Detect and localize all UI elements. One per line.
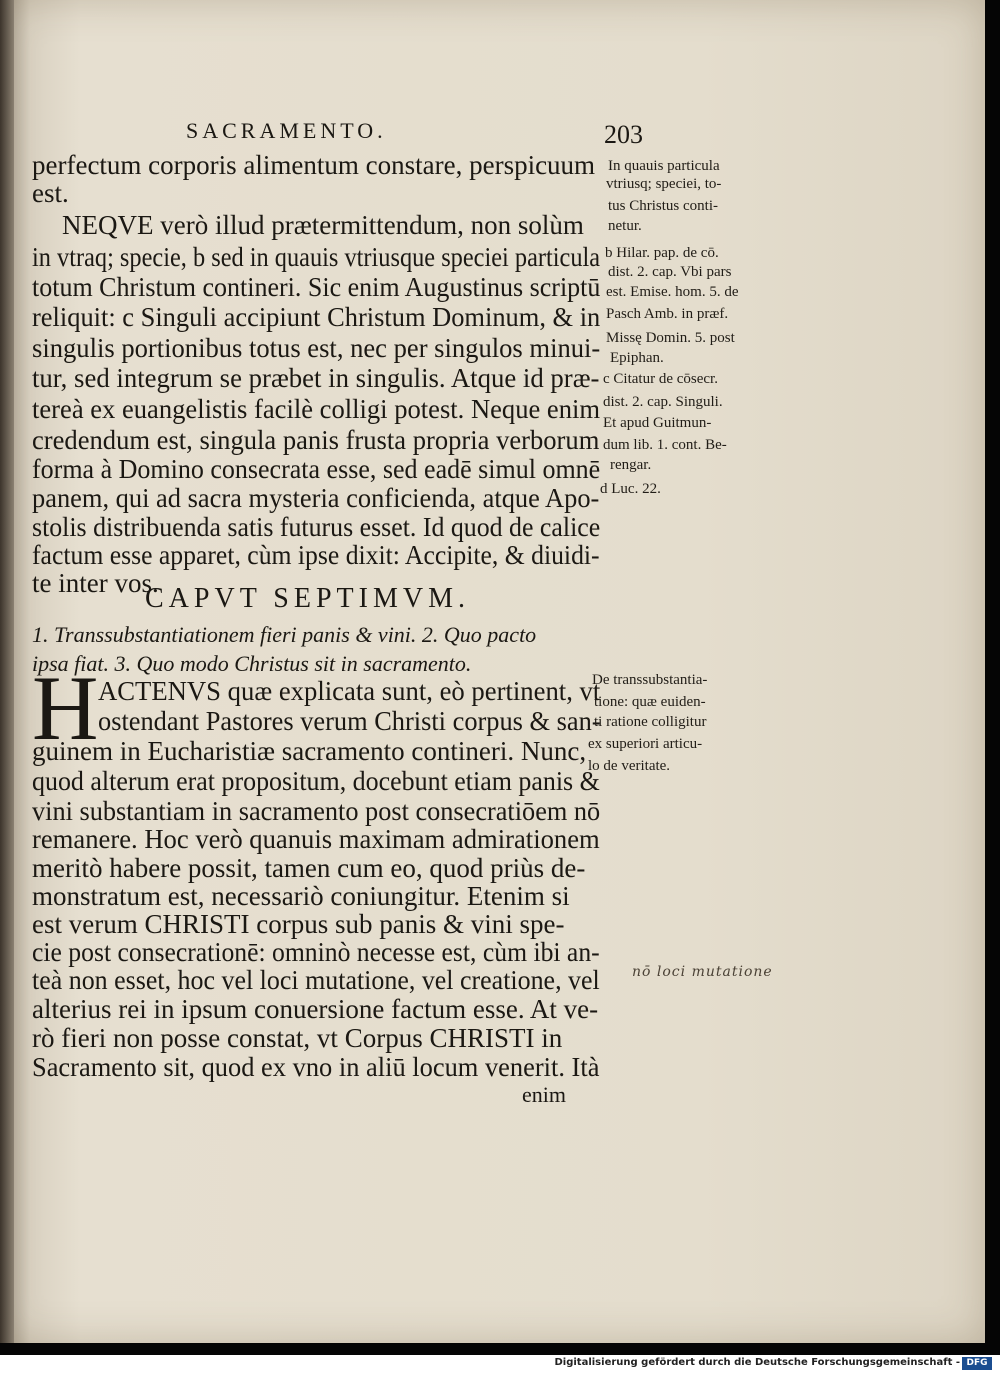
text-line: forma à Domino consecrata esse, sed eadē simul omnē (32, 454, 601, 484)
body-text-top (32, 150, 602, 598)
text-line: remanere. Hoc verò quanuis maximam admirationem (32, 824, 600, 854)
margin-note: vtriusq; speciei, to- (606, 176, 722, 192)
margin-note: Epiphan. (610, 350, 664, 366)
text-line: ostendant Pastores verum Christi corpus & san- (98, 706, 601, 736)
text-line: te inter vos. (32, 568, 159, 598)
margin-note: tus Christus conti- (608, 198, 719, 214)
margin-note: Et apud Guitmun- (603, 415, 712, 431)
margin-note: est. Emise. hom. 5. de (606, 284, 739, 300)
running-title: SACRAMENTO. (186, 118, 387, 143)
text-line: in vtraq; specie, b sed in quauis vtriusque speciei particula (32, 242, 601, 272)
margin-note: ti ratione colligitur (594, 714, 707, 730)
margin-note: Pasch Amb. in præf. (606, 306, 729, 322)
margin-note: rengar. (610, 457, 652, 473)
margin-note: b Hilar. pap. de cō. (605, 245, 719, 261)
text-line: Sacramento sit, quod ex vno in aliū locum venerit. Ità (32, 1052, 600, 1082)
text-line: perfectum corporis alimentum constare, perspicuum (32, 150, 596, 180)
chapter-summary-line: 1. Transsubstantiationem fieri panis & vini. 2. Quo pacto (32, 622, 537, 647)
text-line: singulis portionibus totus est, nec per singulos minui- (32, 333, 601, 363)
margin-note: netur. (608, 218, 642, 234)
margin-note: dist. 2. cap. Vbi pars (608, 264, 732, 280)
text-line: vini substantiam in sacramento post consecratiōem nō (32, 796, 601, 826)
dfg-logo: DFG (962, 1357, 992, 1370)
page-number: 203 (604, 120, 643, 149)
margin-note: In quauis particula (608, 158, 720, 174)
text-line: teà non esset, hoc vel loci mutatione, vel creatione, vel (32, 965, 600, 995)
margin-note: tione: quæ euiden- (594, 694, 706, 710)
text-line: alterius rei in ipsum conuersione factum esse. At ve- (32, 994, 599, 1024)
page-gutter-shadow (0, 0, 14, 1343)
text-line: ACTENVS quæ explicata sunt, eò pertinent, vt (98, 676, 601, 706)
text-line: reliquit: c Singuli accipiunt Christum Dominum, & in (32, 302, 601, 332)
margin-note: De transsubstantia- (592, 672, 708, 688)
catchword: enim (522, 1082, 566, 1107)
margin-note: Missę Domin. 5. post (606, 330, 735, 346)
drop-cap: H (32, 657, 99, 759)
text-line: panem, qui ad sacra mysteria conficienda, atque Apo- (32, 483, 600, 513)
chapter-heading: CAPVT SEPTIMVM. (145, 583, 470, 614)
margin-note: c Citatur de cōsecr. (603, 371, 718, 387)
text-line: totum Christum contineri. Sic enim Augustinus scriptū (32, 272, 601, 302)
margin-note: dist. 2. cap. Singuli. (603, 394, 723, 410)
text-line: est. (32, 178, 69, 208)
text-line: cie post consecrationē: omninò necesse est, cùm ibi an- (32, 937, 600, 967)
text-line: est verum CHRISTI corpus sub panis & vini spe- (32, 909, 565, 939)
text-line: quod alterum erat propositum, docebunt etiam panis & (32, 766, 600, 796)
text-line: stolis distribuenda satis futurus esset. Id quod de calice (32, 512, 601, 542)
body-text-chapter (32, 604, 602, 1104)
text-line: tereà ex euangelistis facilè colligi potest. Neque enim (32, 394, 601, 424)
chapter-summary-line: ipsa fiat. 3. Quo modo Christus sit in sacramento. (32, 651, 472, 676)
text-line: meritò habere possit, tamen cum eo, quod priùs de- (32, 853, 586, 883)
margin-note: ex superiori articu- (588, 736, 703, 752)
handwritten-annotation: nō loci mutatione (632, 964, 773, 980)
margin-note: lo de veritate. (588, 758, 671, 774)
text-line: NEQVE verò illud prætermittendum, non solùm (62, 210, 584, 240)
margin-note: d Luc. 22. (600, 481, 661, 497)
text-line: rò fieri non posse constat, vt Corpus CHRISTI in (32, 1023, 563, 1053)
text-line: monstratum est, necessariò coniungitur. Etenim si (32, 881, 570, 911)
margin-note: dum lib. 1. cont. Be- (603, 437, 727, 453)
text-line: tur, sed integrum se præbet in singulis. Atque id præ- (32, 363, 600, 393)
text-line: credendum est, singula panis frusta propria verborum (32, 425, 600, 455)
text-line: guinem in Eucharistiæ sacramento contineri. Nunc, (32, 736, 587, 766)
text-line: factum esse apparet, cùm ipse dixit: Accipite, & diuidi- (32, 540, 600, 570)
footer-credit: Digitalisierung gefördert durch die Deutsche Forschungsgemeinschaft - (554, 1357, 960, 1368)
